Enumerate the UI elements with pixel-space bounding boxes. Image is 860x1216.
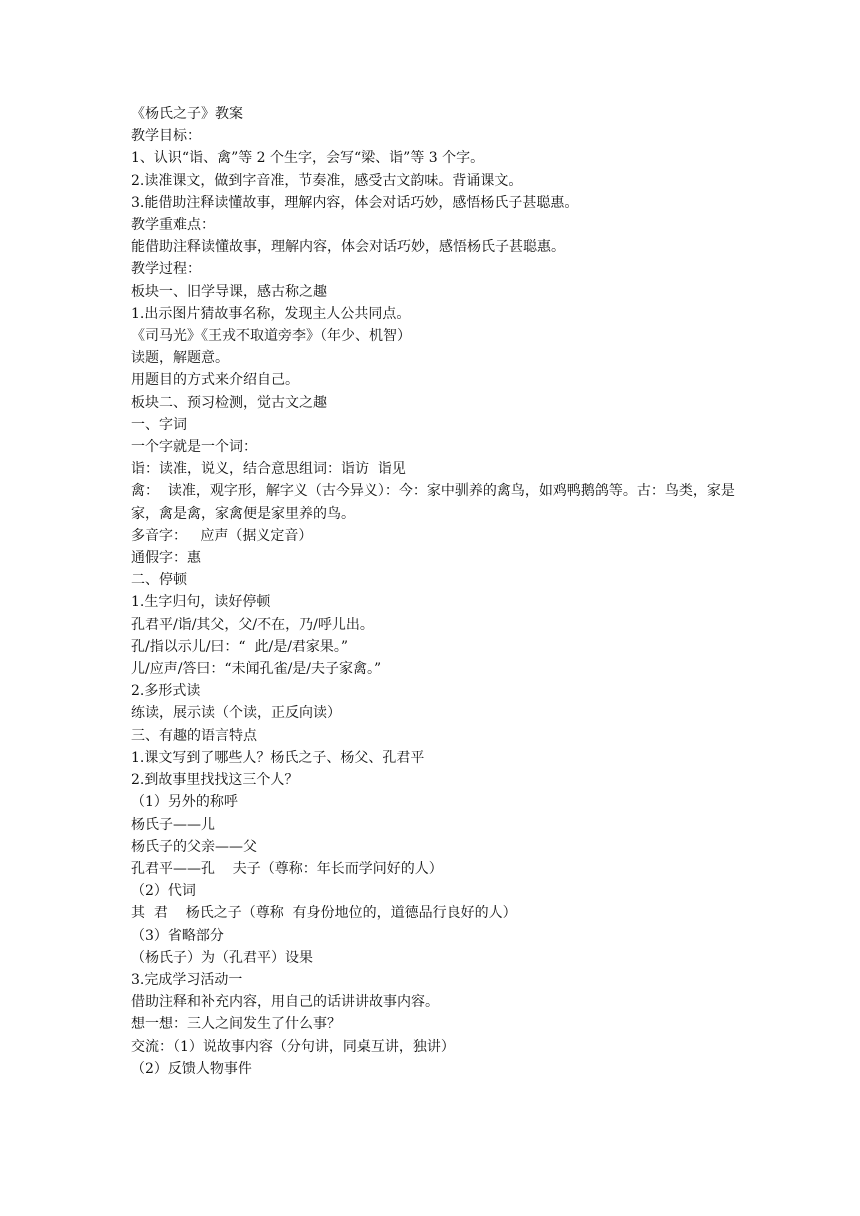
text-line: 孔君平/诣/其父，父/不在，乃/呼儿出。 bbox=[131, 616, 374, 633]
text-line: 借助注释和补充内容，用自己的话讲讲故事内容。 bbox=[131, 994, 439, 1011]
block-heading-one: 板块一、旧学导课，感古称之趣 bbox=[131, 283, 327, 300]
text-line: 1.生字归句，读好停顿 bbox=[131, 594, 271, 611]
subheading-words: 一、字词 bbox=[131, 416, 187, 433]
text-line: 杨氏子的父亲——父 bbox=[131, 838, 257, 855]
document-body bbox=[131, 103, 741, 1080]
text-line: 一个字就是一个词： bbox=[131, 439, 257, 456]
text-line: 交流：（1）说故事内容（分句讲，同桌互讲，独讲） bbox=[131, 1038, 455, 1055]
text-line: 2.读准课文，做到字音准，节奏准，感受古文韵味。背诵课文。 bbox=[131, 172, 523, 189]
text-line: 儿/应声/答曰：“未闻孔雀/是/夫子家禽。” bbox=[131, 661, 382, 678]
text-line: 能借助注释读懂故事，理解内容，体会对话巧妙，感悟杨氏子甚聪惠。 bbox=[131, 239, 565, 256]
text-line: （2）反馈人物事件 bbox=[131, 1060, 252, 1077]
text-line: （2）代词 bbox=[131, 883, 196, 900]
block-heading-two: 板块二、预习检测，觉古文之趣 bbox=[131, 394, 327, 411]
text-line: 练读，展示读（个读，正反向读） bbox=[131, 705, 341, 722]
text-paragraph-qin: 禽： 读准，观字形，解字义（古今异义）：今：家中驯养的禽鸟，如鸡鸭鹅鸽等。古：鸟类，家是家，禽是禽，家禽便是家里养的鸟。 bbox=[131, 483, 735, 522]
text-line: 通假字：惠 bbox=[131, 550, 201, 567]
document-title: 《杨氏之子》教案 bbox=[131, 106, 243, 122]
text-line: 2.多形式读 bbox=[131, 683, 201, 700]
text-line: 读题，解题意。 bbox=[131, 350, 229, 367]
text-line: 其 君 杨氏之子（尊称 有身份地位的，道德品行良好的人） bbox=[131, 905, 517, 922]
text-line: （杨氏子）为（孔君平）设果 bbox=[131, 949, 313, 966]
text-line: 1.课文写到了哪些人？杨氏之子、杨父、孔君平 bbox=[131, 749, 425, 766]
text-line: （1）另外的称呼 bbox=[131, 794, 238, 811]
text-line: 3.能借助注释读懂故事，理解内容，体会对话巧妙，感悟杨氏子甚聪惠。 bbox=[131, 194, 579, 211]
text-line: 用题目的方式来介绍自己。 bbox=[131, 372, 299, 389]
text-line: （3）省略部分 bbox=[131, 927, 224, 944]
section-heading-process: 教学过程： bbox=[131, 261, 201, 278]
subheading-language: 三、有趣的语言特点 bbox=[131, 727, 257, 744]
subheading-pauses: 二、停顿 bbox=[131, 572, 187, 589]
text-line: 孔/指以示儿/曰：“ 此/是/君家果。” bbox=[131, 638, 349, 655]
text-line: 孔君平——孔 夫子（尊称：年长而学问好的人） bbox=[131, 860, 443, 877]
section-heading-key-points: 教学重难点： bbox=[131, 217, 215, 234]
text-line: 想一想：三人之间发生了什么事？ bbox=[131, 1016, 341, 1033]
text-line: 诣：读准，说义，结合意思组词：诣访 诣见 bbox=[131, 461, 406, 478]
section-heading-objectives: 教学目标： bbox=[131, 128, 201, 145]
text-line: 2.到故事里找找这三个人？ bbox=[131, 772, 299, 789]
text-line: 《司马光》《王戎不取道旁李》（年少、机智） bbox=[131, 328, 411, 345]
text-line: 杨氏子——儿 bbox=[131, 816, 215, 833]
text-line: 1.出示图片猜故事名称，发现主人公共同点。 bbox=[131, 305, 411, 322]
text-line: 3.完成学习活动一 bbox=[131, 971, 243, 988]
text-line: 多音字： 应声（据义定音） bbox=[131, 527, 313, 544]
text-line: 1、认识“诣、禽”等 2 个生字，会写“梁、诣”等 3 个字。 bbox=[131, 150, 485, 167]
